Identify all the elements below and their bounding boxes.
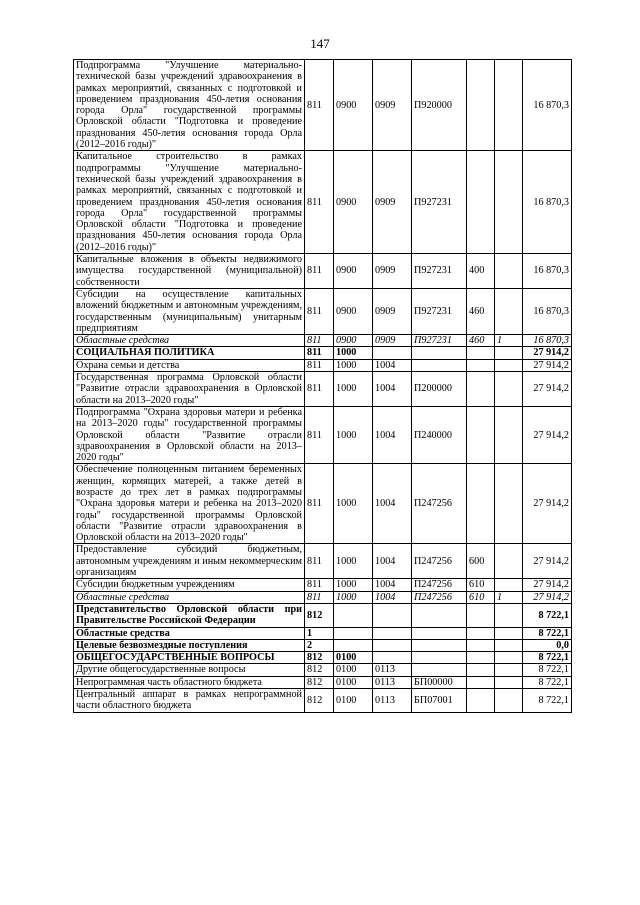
row-ved-code: 811 (305, 406, 334, 463)
table-row (74, 347, 572, 359)
row-ved-code: 811 (305, 591, 334, 603)
row-section-code: 1000 (334, 464, 373, 544)
row-ved-code: 1 (305, 627, 334, 639)
table-row (74, 579, 572, 591)
row-ved-code: 811 (305, 60, 334, 151)
row-amount: 8 722,1 (523, 627, 572, 639)
table-row (74, 151, 572, 254)
table-row (74, 627, 572, 639)
row-expense-type-code (467, 359, 495, 371)
row-section-code: 1000 (334, 406, 373, 463)
row-ved-code: 811 (305, 335, 334, 347)
row-target-article-code (412, 603, 467, 627)
row-ved-code: 812 (305, 676, 334, 688)
row-section-code (334, 603, 373, 627)
row-section-code: 0900 (334, 60, 373, 151)
row-target-article-code: П247256 (412, 579, 467, 591)
row-section-code: 0100 (334, 676, 373, 688)
row-expense-type-code (467, 664, 495, 676)
row-subsection-code: 1004 (373, 359, 412, 371)
table-row (74, 603, 572, 627)
row-target-article-code: БП00000 (412, 676, 467, 688)
row-expense-type-code (467, 60, 495, 151)
budget-table (73, 59, 572, 713)
row-section-code: 1000 (334, 544, 373, 579)
row-amount: 16 870,3 (523, 254, 572, 289)
row-funding-source-code (495, 627, 523, 639)
row-subsection-code: 1004 (373, 406, 412, 463)
row-name: Охрана семьи и детства (74, 359, 305, 371)
row-subsection-code: 1004 (373, 579, 412, 591)
row-section-code: 1000 (334, 591, 373, 603)
row-amount: 8 722,1 (523, 689, 572, 713)
row-target-article-code: П247256 (412, 544, 467, 579)
row-amount: 27 914,2 (523, 544, 572, 579)
row-subsection-code (373, 627, 412, 639)
row-subsection-code: 0909 (373, 151, 412, 254)
row-target-article-code: П920000 (412, 60, 467, 151)
row-name: Обеспечение полноценным питанием беременных женщин, кормящих матерей, а также детей в возрасте до трех лет в рамках подпрограммы "Охрана здоровья матери и ребенка на 2013–2020 годы" государственной программы Орловской области "Развитие отрасли здравоохранения в Орловской области на 2013–2020 годы" (74, 464, 305, 544)
row-subsection-code: 1004 (373, 544, 412, 579)
budget-table-body (74, 60, 572, 713)
row-amount: 16 870,3 (523, 288, 572, 334)
row-name: ОБЩЕГОСУДАРСТВЕННЫЕ ВОПРОСЫ (74, 652, 305, 664)
row-subsection-code (373, 603, 412, 627)
row-name: Другие общегосударственные вопросы (74, 664, 305, 676)
row-funding-source-code (495, 676, 523, 688)
row-subsection-code: 1004 (373, 372, 412, 407)
row-funding-source-code (495, 288, 523, 334)
table-row (74, 591, 572, 603)
row-subsection-code (373, 639, 412, 651)
row-funding-source-code: 1 (495, 335, 523, 347)
row-target-article-code: П247256 (412, 464, 467, 544)
row-name: Капитальные вложения в объекты недвижимого имущества государственной (муниципальной) собственности (74, 254, 305, 289)
row-expense-type-code: 400 (467, 254, 495, 289)
row-name: Областные средства (74, 591, 305, 603)
row-ved-code: 811 (305, 151, 334, 254)
row-expense-type-code: 600 (467, 544, 495, 579)
row-name: Областные средства (74, 627, 305, 639)
row-subsection-code: 1004 (373, 591, 412, 603)
row-target-article-code: БП07001 (412, 689, 467, 713)
row-name: Предоставление субсидий бюджетным, автономным учреждениям и иным некоммерческим организациям (74, 544, 305, 579)
row-target-article-code (412, 359, 467, 371)
row-target-article-code (412, 347, 467, 359)
row-funding-source-code (495, 603, 523, 627)
row-section-code: 1000 (334, 372, 373, 407)
table-row (74, 335, 572, 347)
row-expense-type-code (467, 676, 495, 688)
row-funding-source-code (495, 464, 523, 544)
table-row (74, 406, 572, 463)
row-target-article-code (412, 652, 467, 664)
row-funding-source-code: 1 (495, 591, 523, 603)
row-funding-source-code (495, 664, 523, 676)
row-expense-type-code: 460 (467, 335, 495, 347)
row-amount: 8 722,1 (523, 676, 572, 688)
row-funding-source-code (495, 254, 523, 289)
row-target-article-code: П240000 (412, 406, 467, 463)
row-target-article-code (412, 627, 467, 639)
row-ved-code: 811 (305, 544, 334, 579)
row-section-code (334, 627, 373, 639)
row-subsection-code: 0909 (373, 335, 412, 347)
row-subsection-code: 0909 (373, 288, 412, 334)
table-row (74, 254, 572, 289)
row-name: Субсидии на осуществление капитальных вложений бюджетным и автономным учреждениям, государственным (муниципальным) унитарным предприятиям (74, 288, 305, 334)
row-amount: 27 914,2 (523, 579, 572, 591)
row-amount: 27 914,2 (523, 347, 572, 359)
row-funding-source-code (495, 639, 523, 651)
table-row (74, 676, 572, 688)
row-target-article-code: П247256 (412, 591, 467, 603)
row-ved-code: 811 (305, 464, 334, 544)
row-subsection-code: 1004 (373, 464, 412, 544)
row-funding-source-code (495, 372, 523, 407)
row-section-code: 0900 (334, 151, 373, 254)
row-subsection-code: 0113 (373, 689, 412, 713)
row-name: Представительство Орловской области при Правительстве Российской Федерации (74, 603, 305, 627)
row-name: Областные средства (74, 335, 305, 347)
table-row (74, 664, 572, 676)
row-amount: 8 722,1 (523, 603, 572, 627)
row-funding-source-code (495, 579, 523, 591)
row-expense-type-code: 610 (467, 591, 495, 603)
table-row (74, 372, 572, 407)
row-amount: 27 914,2 (523, 591, 572, 603)
row-expense-type-code (467, 689, 495, 713)
row-expense-type-code (467, 603, 495, 627)
row-subsection-code: 0909 (373, 254, 412, 289)
row-section-code (334, 639, 373, 651)
row-funding-source-code (495, 406, 523, 463)
row-name: Непрограммная часть областного бюджета (74, 676, 305, 688)
row-ved-code: 811 (305, 288, 334, 334)
row-target-article-code (412, 664, 467, 676)
row-ved-code: 2 (305, 639, 334, 651)
row-section-code: 0100 (334, 664, 373, 676)
row-subsection-code: 0909 (373, 60, 412, 151)
row-amount: 0,0 (523, 639, 572, 651)
row-ved-code: 811 (305, 359, 334, 371)
row-target-article-code: П927231 (412, 254, 467, 289)
row-section-code: 0100 (334, 652, 373, 664)
row-expense-type-code: 460 (467, 288, 495, 334)
row-amount: 27 914,2 (523, 359, 572, 371)
row-target-article-code: П927231 (412, 288, 467, 334)
row-expense-type-code (467, 406, 495, 463)
table-row (74, 689, 572, 713)
table-row (74, 464, 572, 544)
row-target-article-code: П927231 (412, 151, 467, 254)
row-section-code: 0900 (334, 254, 373, 289)
row-amount: 27 914,2 (523, 406, 572, 463)
row-ved-code: 812 (305, 603, 334, 627)
row-name: СОЦИАЛЬНАЯ ПОЛИТИКА (74, 347, 305, 359)
row-target-article-code: П927231 (412, 335, 467, 347)
row-expense-type-code (467, 151, 495, 254)
row-expense-type-code (467, 652, 495, 664)
row-section-code: 0900 (334, 335, 373, 347)
row-name: Субсидии бюджетным учреждениям (74, 579, 305, 591)
row-amount: 16 870,3 (523, 60, 572, 151)
row-name: Подпрограмма "Охрана здоровья матери и ребенка на 2013–2020 годы" государственной программы Орловской области "Развитие отрасли здравоохранения в Орловской области на 2013–2020 годы" (74, 406, 305, 463)
table-row (74, 359, 572, 371)
row-funding-source-code (495, 151, 523, 254)
row-ved-code: 812 (305, 664, 334, 676)
table-row (74, 544, 572, 579)
row-name: Капитальное строительство в рамках подпрограммы "Улучшение материально-технической базы учреждений здравоохранения в рамках мероприятий, связанных с подготовкой и проведением празднования 450-летия основания города Орла" государственной программы Орловской области "Подготовка и проведение празднования 450-летия основания города Орла (2012–2016 годы)" (74, 151, 305, 254)
row-expense-type-code (467, 464, 495, 544)
row-subsection-code (373, 347, 412, 359)
row-ved-code: 811 (305, 372, 334, 407)
row-funding-source-code (495, 689, 523, 713)
row-expense-type-code (467, 639, 495, 651)
row-name: Центральный аппарат в рамках непрограммной части областного бюджета (74, 689, 305, 713)
row-section-code: 0900 (334, 288, 373, 334)
row-section-code: 0100 (334, 689, 373, 713)
row-ved-code: 811 (305, 579, 334, 591)
table-row (74, 288, 572, 334)
row-funding-source-code (495, 652, 523, 664)
row-amount: 16 870,3 (523, 335, 572, 347)
row-section-code: 1000 (334, 359, 373, 371)
row-amount: 16 870,3 (523, 151, 572, 254)
row-section-code: 1000 (334, 579, 373, 591)
row-expense-type-code (467, 372, 495, 407)
row-amount: 8 722,1 (523, 664, 572, 676)
row-expense-type-code (467, 347, 495, 359)
row-funding-source-code (495, 347, 523, 359)
row-ved-code: 811 (305, 254, 334, 289)
row-name: Государственная программа Орловской области "Развитие отрасли здравоохранения в Орловской области на 2013–2020 годы" (74, 372, 305, 407)
row-subsection-code (373, 652, 412, 664)
row-expense-type-code (467, 627, 495, 639)
row-ved-code: 812 (305, 689, 334, 713)
row-amount: 8 722,1 (523, 652, 572, 664)
row-subsection-code: 0113 (373, 664, 412, 676)
row-name: Целевые безвозмездные поступления (74, 639, 305, 651)
row-name: Подпрограмма "Улучшение материально-технической базы учреждений здравоохранения в рамках мероприятий, связанных с подготовкой и проведением празднования 450-летия основания города Орла" государственной программы Орловской области "Подготовка и проведение празднования 450-летия основания города Орла (2012–2016 годы)" (74, 60, 305, 151)
row-funding-source-code (495, 359, 523, 371)
table-row (74, 60, 572, 151)
row-ved-code: 812 (305, 652, 334, 664)
row-expense-type-code: 610 (467, 579, 495, 591)
row-ved-code: 811 (305, 347, 334, 359)
table-row (74, 652, 572, 664)
row-subsection-code: 0113 (373, 676, 412, 688)
row-section-code: 1000 (334, 347, 373, 359)
row-amount: 27 914,2 (523, 372, 572, 407)
row-target-article-code: П200000 (412, 372, 467, 407)
row-funding-source-code (495, 60, 523, 151)
row-funding-source-code (495, 544, 523, 579)
table-row (74, 639, 572, 651)
page-number: 147 (310, 36, 330, 51)
row-amount: 27 914,2 (523, 464, 572, 544)
row-target-article-code (412, 639, 467, 651)
